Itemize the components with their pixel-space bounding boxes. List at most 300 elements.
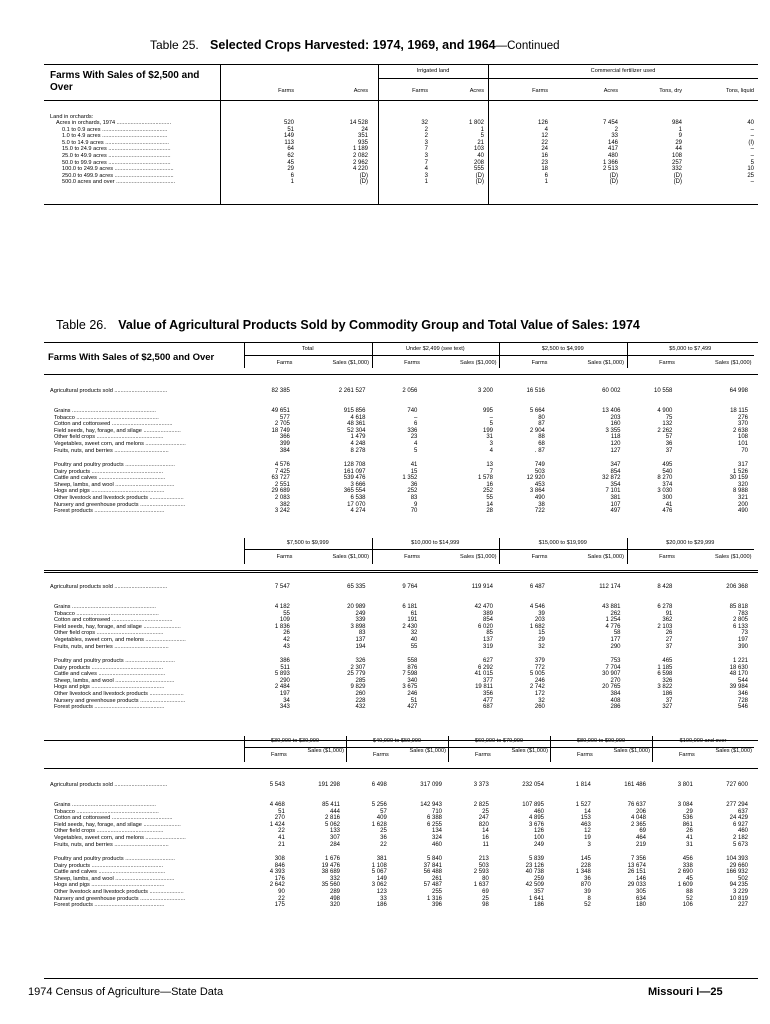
table-26-heading: Value of Agricultural Products Sold by Commodity Group and Total Value of Sales: 1974 xyxy=(118,318,640,332)
table-26-cell-farms: 3 xyxy=(587,841,591,848)
table-26-row-label: Vegetables, sweet corn, and melons .......................... xyxy=(54,835,186,841)
table-25-cell: 32 xyxy=(421,120,428,126)
table-25-column-header: Tons, dry xyxy=(659,88,682,94)
table-25-cell: 332 xyxy=(671,166,682,173)
table-26-subcol-sales: Sales ($1,000) xyxy=(613,748,650,754)
table-26-cell-sales: 634 xyxy=(635,895,646,902)
table-25-cell: 935 xyxy=(357,139,368,146)
table-26-cell-farms: 22 xyxy=(380,841,387,848)
table-26-cell-sales: 464 xyxy=(635,835,646,841)
table-26-subcol-farms: Farms xyxy=(372,752,389,758)
table-25-cell: 113 xyxy=(284,139,294,146)
table-26-cell-farms: 37 xyxy=(665,697,673,704)
table-26-cell-sales: 4 895 xyxy=(528,815,544,822)
table-26-cell-farms: 456 xyxy=(682,856,693,862)
table-26-cell-sales: 32 872 xyxy=(602,475,621,482)
table-25-cell: (D) xyxy=(673,179,682,186)
table-26-cell-farms: 175 xyxy=(274,902,285,909)
table-25-row-label: 15.0 to 24.9 acres ........................................ xyxy=(62,146,171,153)
table-26-cell-farms: 41 xyxy=(665,501,673,508)
table-25-cell: 4 xyxy=(424,166,428,173)
table-26-cell-farms: 386 xyxy=(279,658,290,664)
table-26-cell-sales: 326 xyxy=(355,658,366,664)
table-26-cell-sales: 277 294 xyxy=(726,802,748,808)
table-26-cell-sales: 8 988 xyxy=(732,488,748,495)
table-26-cell-farms: 29 xyxy=(686,808,693,815)
table-26-cell-sales: 56 488 xyxy=(423,869,442,876)
table-26-cell-sales: 307 xyxy=(329,835,340,841)
table-26-cell-sales: 3 200 xyxy=(477,388,493,394)
table-26-group-header: $7,500 to $9,999 xyxy=(286,540,329,546)
table-26-cell-sales: 13 xyxy=(486,462,493,468)
table-25-cell: 5 xyxy=(750,159,754,166)
table-26-cell-farms: 1 814 xyxy=(575,782,591,788)
table-26-cell-sales: 85 411 xyxy=(322,802,340,808)
table-26-cell-sales: 55 xyxy=(486,495,493,501)
table-26-cell-sales: 18 630 xyxy=(729,664,748,671)
table-26-cell-farms: 16 xyxy=(482,835,489,841)
table-26-cell-sales: 42 509 xyxy=(525,882,544,889)
table-26-cell-sales: 25 779 xyxy=(347,671,366,678)
table-26-group-underline xyxy=(244,549,754,550)
table-26-cell-farms: 26 xyxy=(283,630,290,637)
table-26-cell-sales: 26 151 xyxy=(627,869,646,876)
table-26-cell-sales: 1 316 xyxy=(426,895,442,902)
table-26-cell-farms: 80 xyxy=(538,414,545,421)
table-25-cell: – xyxy=(750,126,754,133)
table-26-cell-sales: 177 xyxy=(610,637,621,643)
table-25-group-irrigated: Irrigated land xyxy=(416,68,450,74)
table-25-cell: 208 xyxy=(473,159,484,166)
table-25-row-label: 250.0 to 499.9 acres ...................................... xyxy=(62,172,174,179)
table-26-cell-sales: 365 554 xyxy=(343,488,366,495)
table-26-cell-farms: 409 xyxy=(376,815,387,822)
table-26-cell-sales: 42 470 xyxy=(474,604,493,610)
table-26-cell-sales: 19 476 xyxy=(321,862,340,869)
table-26-subcol-farms: Farms xyxy=(659,360,675,366)
table-26-bottom-rule xyxy=(44,978,758,979)
table-26-row-label: Sheep, lambs, and wool ...................................... xyxy=(54,677,175,684)
table-26-cell-sales: 3 666 xyxy=(350,481,366,488)
table-26-cell-farms: 25 xyxy=(482,895,489,902)
table-26-subcol-farms: Farms xyxy=(531,554,548,560)
table-26-cell-farms: 36 xyxy=(665,441,673,447)
table-26-cell-farms: 379 xyxy=(534,658,545,664)
table-26-cell-sales: 6 133 xyxy=(732,623,748,630)
table-26-cell-sales: 127 xyxy=(610,447,621,454)
table-25-cell: 146 xyxy=(607,139,618,146)
table-25-cell: 520 xyxy=(283,120,294,126)
table-25-cell: 2 082 xyxy=(352,153,368,159)
table-26-cell-sales: 76 637 xyxy=(627,802,646,808)
table-26-cell-sales: 332 xyxy=(329,875,340,882)
table-26-cell-sales: 1 641 xyxy=(528,895,544,902)
table-26-cell-farms: 15 xyxy=(538,630,545,637)
table-25-column-header: Acres xyxy=(469,88,484,94)
table-26-cell-farms: 2 056 xyxy=(402,388,418,394)
table-26-cell-farms: 4 468 xyxy=(269,802,285,808)
table-26-cell-farms: 876 xyxy=(407,664,418,671)
table-25-cell: (D) xyxy=(359,179,368,186)
table-26-cell-farms: 722 xyxy=(534,508,545,515)
table-26-cell-sales: 57 487 xyxy=(423,882,442,889)
table-26-cell-farms: 14 xyxy=(584,808,591,815)
table-26-cell-farms: 246 xyxy=(534,677,545,684)
table-26-cell-sales: 1 676 xyxy=(324,856,340,862)
table-26-row-label: Agricultural products sold .................................. xyxy=(50,584,168,590)
table-25-row-label: 5.0 to 14.9 acres ......................................... xyxy=(62,139,169,146)
table-26-cell-sales: 228 xyxy=(355,697,366,704)
table-26-cell-sales: 19 811 xyxy=(475,684,493,691)
table-25-cell: 108 xyxy=(671,153,682,159)
table-26-header-rule xyxy=(44,768,758,769)
table-25-row-label: 100.0 to 249.9 acres ...................................... xyxy=(62,166,174,173)
table-26-cell-sales: 2 638 xyxy=(732,427,748,434)
table-26-row-label: Other livestock and livestock products ...................... xyxy=(54,691,184,697)
table-26-cell-sales: 357 xyxy=(533,889,544,895)
table-26-row-label: Other field crops ........................................... xyxy=(54,434,164,441)
table-25-cell: – xyxy=(750,153,754,159)
table-26-subcol-sales: Sales ($1,000) xyxy=(460,554,497,560)
table-26-cell-farms: 4 xyxy=(414,441,418,447)
table-26-cell-farms: 26 xyxy=(686,828,693,835)
table-26-cell-farms: 197 xyxy=(279,691,290,697)
table-26-cell-farms: 465 xyxy=(662,658,673,664)
table-25-cell: 4 220 xyxy=(352,166,368,173)
table-25-cell: 1 xyxy=(544,179,548,186)
table-26-group-header: $15,000 to $19,999 xyxy=(538,540,587,546)
table-26-subcol-farms: Farms xyxy=(531,360,548,366)
table-26-row-label: Forest products ............................................. xyxy=(54,508,165,515)
table-26-cell-farms: 5 664 xyxy=(529,408,545,414)
table-26-subcol-farms: Farms xyxy=(678,752,695,758)
table-25-cell: (D) xyxy=(359,172,368,179)
table-26-cell-farms: . 87 xyxy=(534,447,545,454)
table-26-cell-farms: 70 xyxy=(410,508,418,515)
table-26-cell-farms: 55 xyxy=(283,610,290,617)
table-26-cell-sales: 24 429 xyxy=(729,815,748,822)
table-26-cell-farms: 6 487 xyxy=(529,584,545,590)
table-26-cell-sales: 35 560 xyxy=(321,882,340,889)
table-26-cell-sales: 627 xyxy=(482,658,493,664)
table-26-header-rule xyxy=(44,374,758,375)
table-25-column-header: Farms xyxy=(412,88,428,94)
table-26-cell-sales: 1 578 xyxy=(477,475,493,482)
table-25-cell: 126 xyxy=(537,120,548,126)
table-26-cell-farms: 55 xyxy=(410,643,418,650)
table-25-cell: 1 366 xyxy=(602,159,618,166)
table-26-subcol-farms: Farms xyxy=(474,752,491,758)
table-25-row-label: 500.0 acres and over ...................................... xyxy=(62,179,176,186)
table-26-cell-sales: 320 xyxy=(329,902,340,909)
table-26-row-label: Poultry and poultry products ................................ xyxy=(54,856,175,862)
table-26-cell-farms: 2 904 xyxy=(529,427,545,434)
table-26-cell-farms: 4 900 xyxy=(657,408,673,414)
table-26-cell-sales: 137 xyxy=(482,637,493,643)
table-26-cell-farms: 14 xyxy=(482,828,489,835)
table-25-continued: —Continued xyxy=(495,40,560,52)
table-26-cell-sales: 377 xyxy=(482,677,493,684)
table-26-cell-farms: 8 428 xyxy=(657,584,673,590)
table-26-row-label: Other livestock and livestock products ...................... xyxy=(54,495,184,501)
table-26-cell-farms: 12 920 xyxy=(526,475,545,482)
table-25-cell: 2 513 xyxy=(602,166,618,173)
table-25-cell: – xyxy=(750,133,754,140)
table-26-cell-farms: 2 593 xyxy=(473,869,489,876)
table-26-cell-farms: 29 689 xyxy=(271,488,290,495)
table-26-cell-sales: 31 xyxy=(486,434,493,441)
table-26-cell-sales: 206 368 xyxy=(726,584,748,590)
table-26-cell-farms: 577 xyxy=(279,414,290,421)
table-26-cell-sales: 17 070 xyxy=(347,501,366,508)
table-25-cell: 3 xyxy=(424,139,428,146)
table-26-group-header: $10,000 to $14,999 xyxy=(411,540,460,546)
table-26-cell-sales: 539 476 xyxy=(343,475,366,482)
table-26-cell-farms: 87 xyxy=(538,421,545,428)
table-25-section-label: Land in orchards: xyxy=(50,114,94,120)
table-26-group-header: $40,000 to $59,999 xyxy=(372,738,422,744)
table-25-title xyxy=(150,38,560,52)
table-26-group-header: $30,000 to $39,999 xyxy=(270,738,320,744)
table-26-cell-sales: 28 xyxy=(486,508,493,515)
table-25-cell: 984 xyxy=(671,120,682,126)
table-25-cell: 2 xyxy=(424,126,428,133)
table-26-row-label: Other field crops ........................................... xyxy=(54,828,164,835)
table-26-cell-farms: 374 xyxy=(662,481,673,488)
table-26-cell-farms: 427 xyxy=(407,704,418,711)
table-26-cell-sales: 1 526 xyxy=(732,468,748,475)
table-26-cell-sales: 444 xyxy=(329,808,340,815)
table-25-row-label: 25.0 to 49.9 acres ........................................ xyxy=(62,153,171,159)
table-26-subcol-sales: Sales ($1,000) xyxy=(332,360,369,366)
table-26-cell-farms: 2 430 xyxy=(402,623,418,630)
table-26-cell-farms: 57 xyxy=(380,808,387,815)
table-26-row-label: Vegetables, sweet corn, and melons .......................... xyxy=(54,637,186,643)
table-25-cell: 1 802 xyxy=(468,120,484,126)
table-26-cell-sales: 14 xyxy=(486,501,493,508)
table-26-cell-sales: 18 115 xyxy=(730,408,748,414)
table-26-cell-farms: 336 xyxy=(407,427,418,434)
table-26-cell-farms: 41 xyxy=(410,462,418,468)
table-26-cell-sales: 370 xyxy=(737,421,748,428)
table-26-cell-farms: 290 xyxy=(279,677,290,684)
table-26-row-label: Hogs and pigs ............................................... xyxy=(54,488,165,495)
table-26-cell-farms: 870 xyxy=(580,882,591,889)
table-26-cell-farms: 109 xyxy=(279,617,290,624)
table-26-cell-farms: 503 xyxy=(478,862,489,869)
table-26-cell-sales: 7 xyxy=(489,468,493,475)
table-26-cell-farms: 9 764 xyxy=(402,584,418,590)
table-26-cell-farms: 384 xyxy=(279,447,290,454)
table-26-cell-sales: 83 xyxy=(358,630,366,637)
table-26-cell-sales: 753 xyxy=(610,658,621,664)
table-26-row-label: Sheep, lambs, and wool ...................................... xyxy=(54,481,175,488)
table-26-cell-farms: 52 xyxy=(584,902,591,909)
table-26-cell-farms: 6 498 xyxy=(371,782,387,788)
table-26-cell-sales: 255 xyxy=(431,889,442,895)
table-26-title xyxy=(56,318,640,332)
table-26-cell-sales: 1 254 xyxy=(605,617,621,624)
table-26-cell-farms: 308 xyxy=(274,856,285,862)
table-26-cell-farms: 4 393 xyxy=(269,869,285,876)
table-26-cell-sales: 43 881 xyxy=(602,604,621,610)
table-26-row-label: Field seeds, hay, forage, and silage ........................ xyxy=(54,427,181,434)
table-26-cell-sales: 48 361 xyxy=(347,421,366,428)
table-26-cell-farms: 327 xyxy=(662,704,673,711)
table-26-cell-farms: 80 xyxy=(482,875,489,882)
table-26-cell-sales: 354 xyxy=(610,481,621,488)
table-25-cell: 45 xyxy=(287,159,294,166)
table-26-cell-sales: 783 xyxy=(737,610,748,617)
table-26-cell-sales: 120 xyxy=(610,441,621,447)
table-26-cell-sales: 3 355 xyxy=(605,427,621,434)
table-26-cell-sales: 460 xyxy=(431,841,442,848)
table-26-cell-sales: 73 xyxy=(741,630,748,637)
table-26-cell-farms: 36 xyxy=(380,835,387,841)
table-26-cell-farms: 362 xyxy=(662,617,673,624)
table-26-cell-farms: 3 675 xyxy=(402,684,418,691)
table-26-cell-farms: 4 576 xyxy=(274,462,290,468)
table-26-cell-farms: 45 xyxy=(686,875,693,882)
table-26-cell-sales: 227 xyxy=(737,902,748,909)
table-26-cell-sales: 16 xyxy=(486,481,493,488)
table-26-row-label: Cattle and calves ........................................... xyxy=(54,475,166,482)
table-26-cell-sales: 339 xyxy=(355,617,366,624)
table-26-cell-farms: 540 xyxy=(662,468,673,475)
table-26-cell-farms: 6 598 xyxy=(657,671,673,678)
table-26-header-rule xyxy=(44,570,758,571)
table-26-row-label: Forest products ............................................. xyxy=(54,704,165,711)
table-26-cell-farms: 12 xyxy=(584,828,591,835)
table-26-row-label: Dairy products .............................................. xyxy=(54,468,164,475)
table-26-subcol-sales: Sales ($1,000) xyxy=(715,360,752,366)
table-26-group-underline xyxy=(244,355,754,356)
table-26-cell-sales: 728 xyxy=(737,697,748,704)
table-26-cell-farms: 399 xyxy=(279,441,290,447)
table-26-cell-sales: 40 738 xyxy=(525,869,544,876)
table-25-cell: 24 xyxy=(361,126,368,133)
table-26-cell-farms: 40 xyxy=(410,637,418,643)
table-26-cell-sales: 85 xyxy=(486,630,493,637)
table-25-cell: 417 xyxy=(607,146,618,153)
table-26-cell-farms: 153 xyxy=(580,815,591,822)
table-26-cell-farms: 186 xyxy=(376,902,387,909)
table-26-cell-sales: 477 xyxy=(482,697,493,704)
table-26-cell-farms: 132 xyxy=(662,421,673,428)
table-26-cell-farms: 2 825 xyxy=(473,802,489,808)
table-26-row-label: Vegetables, sweet corn, and melons .......................... xyxy=(54,441,186,447)
table-26-row-label: Other field crops ........................................... xyxy=(54,630,164,637)
table-26-cell-farms: 31 xyxy=(686,841,693,848)
table-26-cell-sales: 194 xyxy=(355,643,366,650)
table-25-cell: 10 xyxy=(747,166,754,173)
table-26-cell-sales: 854 xyxy=(610,468,621,475)
table-26-cell-farms: 37 xyxy=(665,447,673,454)
table-26-cell-sales: 180 xyxy=(635,902,646,909)
table-26-cell-sales: 37 841 xyxy=(423,862,442,869)
table-26-cell-farms: 846 xyxy=(274,862,285,869)
table-26-cell-sales: 119 914 xyxy=(471,584,493,590)
table-25-cell: 23 xyxy=(541,159,548,166)
table-26-cell-sales: 727 600 xyxy=(726,782,748,788)
table-26-cell-farms: 186 xyxy=(662,691,673,697)
table-26-cell-sales: 107 xyxy=(610,501,621,508)
table-25-cell: 149 xyxy=(283,133,294,140)
table-26-cell-sales: 637 xyxy=(737,808,748,815)
table-26-cell-farms: 1 682 xyxy=(529,623,545,630)
table-26-cell-sales: 69 xyxy=(639,828,646,835)
table-26-cell-sales: 261 xyxy=(431,875,442,882)
table-26-cell-farms: 68 xyxy=(538,441,545,447)
table-25-cell: 103 xyxy=(473,146,484,153)
table-26-cell-farms: 10 558 xyxy=(654,388,673,394)
table-26-row-label: Dairy products .............................................. xyxy=(54,862,164,869)
table-25-column-header: Acres xyxy=(603,88,618,94)
table-25-column-rule xyxy=(488,64,489,204)
table-25-cell: 33 xyxy=(611,133,618,140)
table-25-column-rule xyxy=(220,64,221,204)
table-26-cell-farms: 300 xyxy=(662,495,673,501)
table-26-cell-sales: 390 xyxy=(737,643,748,650)
table-26-cell-farms: 29 xyxy=(538,637,545,643)
table-26-cell-sales: 112 174 xyxy=(599,584,621,590)
table-26-cell-farms: 772 xyxy=(534,664,545,671)
table-26-cell-farms: 740 xyxy=(407,408,418,414)
table-26-cell-sales: 854 xyxy=(482,617,493,624)
table-26-row-label: Forest products ............................................. xyxy=(54,902,165,909)
table-26-cell-farms: 32 xyxy=(538,697,545,704)
table-26-cell-sales: 7 356 xyxy=(630,856,646,862)
table-25-cell: 29 xyxy=(287,166,294,173)
table-25-cell: (D) xyxy=(475,172,484,179)
table-26-cell-farms: 176 xyxy=(274,875,285,882)
table-26-cell-sales: 197 xyxy=(737,637,748,643)
table-26-cell-farms: 39 xyxy=(538,610,545,617)
table-26-cell-farms: 7 547 xyxy=(274,584,290,590)
table-26-cell-farms: 1 609 xyxy=(677,882,693,889)
table-26-cell-sales: 20 765 xyxy=(602,684,621,691)
table-25-row-label: 1.0 to 4.9 acres .......................................... xyxy=(62,133,168,140)
table-26-cell-farms: 1 836 xyxy=(274,623,290,630)
table-26-cell-farms: 69 xyxy=(482,889,489,895)
table-26-row-label: Agricultural products sold .................................. xyxy=(50,388,168,394)
table-26-cell-sales: 249 xyxy=(533,841,544,848)
table-26-cell-sales: 94 235 xyxy=(729,882,748,889)
table-26-cell-farms: 4 546 xyxy=(529,604,545,610)
table-26-cell-farms: 1 348 xyxy=(575,869,591,876)
table-26-cell-farms: 511 xyxy=(280,664,290,671)
table-26-group-header: $100,000 and over xyxy=(679,738,727,744)
table-26-cell-farms: 36 xyxy=(410,481,418,488)
table-26-cell-farms: 7 598 xyxy=(402,671,418,678)
table-25-cell: 44 xyxy=(675,146,682,153)
table-26-farms-heading: Farms With Sales of $2,500 and Over xyxy=(48,352,215,363)
table-25-column-header: Tons, liquid xyxy=(726,88,754,94)
table-26-cell-farms: 82 385 xyxy=(271,388,290,394)
table-26-cell-sales: 107 895 xyxy=(522,802,544,808)
table-25-cell: 14 528 xyxy=(349,120,368,126)
table-26-cell-sales: 2 365 xyxy=(630,821,646,828)
table-25-cell: 480 xyxy=(607,153,618,159)
table-25-column-header: Farms xyxy=(278,88,294,94)
table-26-cell-farms: 16 516 xyxy=(526,388,545,394)
table-26-cell-farms: 1 424 xyxy=(269,821,285,828)
table-26-cell-farms: 861 xyxy=(682,821,693,828)
table-26-cell-farms: 3 373 xyxy=(473,782,489,788)
table-26-cell-sales: 3 676 xyxy=(528,821,544,828)
table-26-cell-farms: 11 xyxy=(482,841,489,848)
table-26-cell-sales: 5 673 xyxy=(732,841,748,848)
